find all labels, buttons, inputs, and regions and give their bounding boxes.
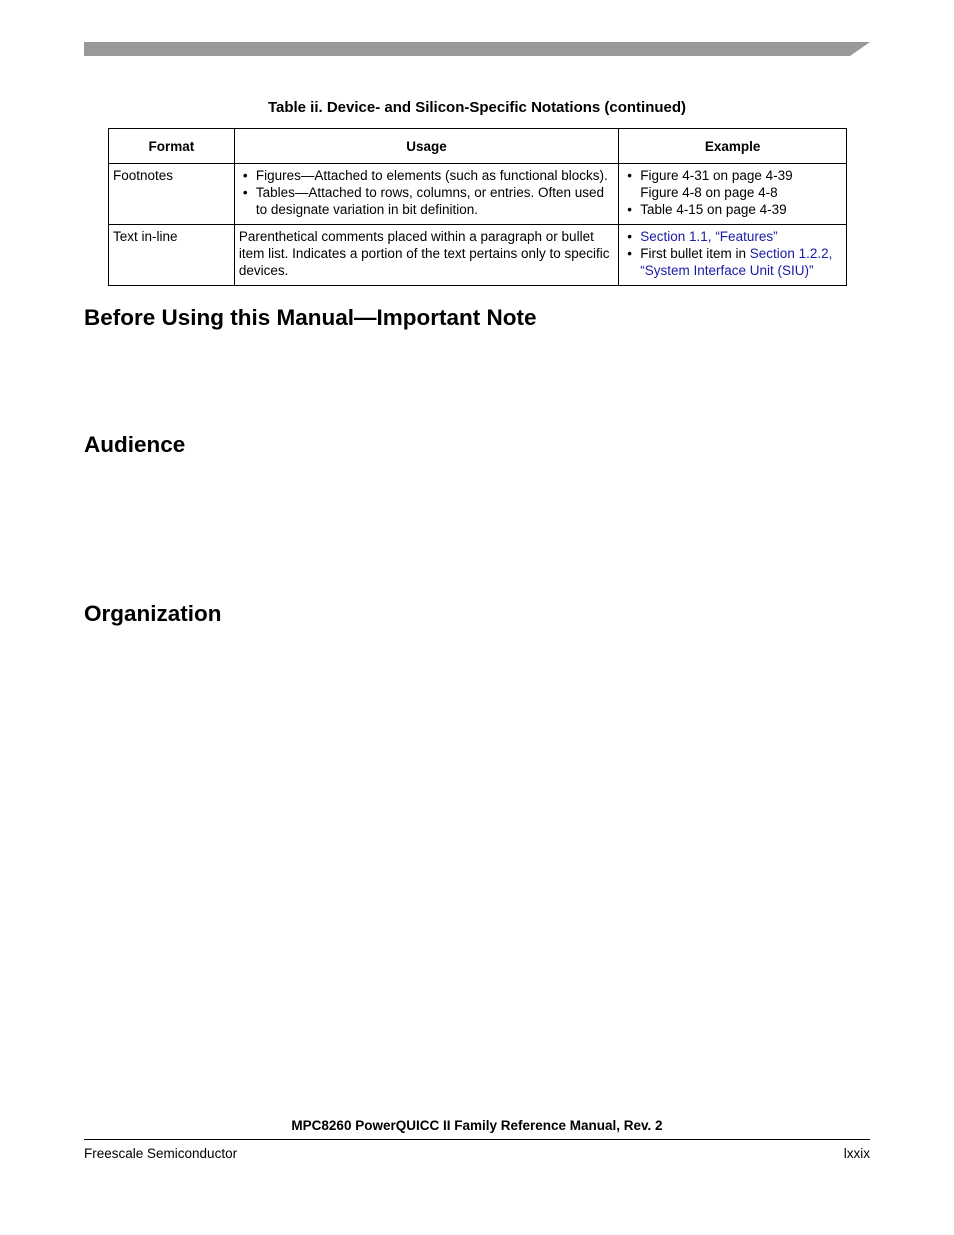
example-cell (619, 164, 847, 225)
format-cell: Text in-line (109, 225, 235, 286)
footer-company: Freescale Semiconductor (84, 1146, 238, 1161)
header-bar (84, 42, 870, 56)
heading-organization: Organization (84, 601, 222, 626)
usage-bullet-text: Figures—Attached to elements (such as functional blocks). (255, 168, 608, 183)
table-caption: Table ii. Device- and Silicon-Specific Notations (continued) (267, 99, 687, 116)
usage-bullet-text: Tables—Attached to rows, columns, or entries. Often used to designate variation in bit definition. (255, 185, 605, 217)
list-item: • Figures—Attached to elements (such as functional blocks). (242, 168, 608, 183)
example-text: Figure 4-8 on page 4-8 (640, 185, 778, 200)
example-cell (619, 225, 847, 286)
heading-important-note: Before Using this Manual—Important Note (84, 305, 537, 330)
footer-divider (84, 1139, 870, 1140)
table-row (109, 164, 847, 225)
column-header-example: Example (619, 129, 847, 164)
section-1-2-2-link[interactable]: Section 1.2.2, “System Interface Unit (SIU)” (640, 246, 833, 278)
notations-table (108, 128, 847, 286)
list-item: • Section 1.1, “Features” (627, 229, 778, 244)
list-item: • Figure 4-31 on page 4-39 Figure 4-8 on page 4-8 (627, 168, 793, 200)
table-header-row (109, 129, 847, 164)
column-header-usage: Usage (234, 129, 618, 164)
heading-audience: Audience (84, 432, 186, 457)
list-item: • Table 4-15 on page 4-39 (627, 202, 787, 217)
example-text: Figure 4-31 on page 4-39 (640, 168, 793, 183)
page-number: lxxix (843, 1146, 870, 1161)
format-cell: Footnotes (109, 164, 235, 225)
list-item: • Tables—Attached to rows, columns, or entries. Often used to designate variation in bit definition. (242, 185, 605, 217)
example-text: First bullet item in (640, 246, 750, 261)
example-text: Table 4-15 on page 4-39 (640, 202, 787, 217)
column-header-format: Format (109, 129, 235, 164)
footer-manual-title: MPC8260 PowerQUICC II Family Reference Manual, Rev. 2 (291, 1118, 663, 1133)
list-item: • First bullet item in Section 1.2.2, “System Interface Unit (SIU)” (627, 246, 833, 278)
table-row (109, 225, 847, 286)
usage-cell: Parenthetical comments placed within a paragraph or bullet item list. Indicates a portion of the text pertains only to specific devices. (234, 225, 618, 286)
usage-cell (234, 164, 618, 225)
section-1-1-link[interactable]: Section 1.1, “Features” (640, 229, 778, 244)
